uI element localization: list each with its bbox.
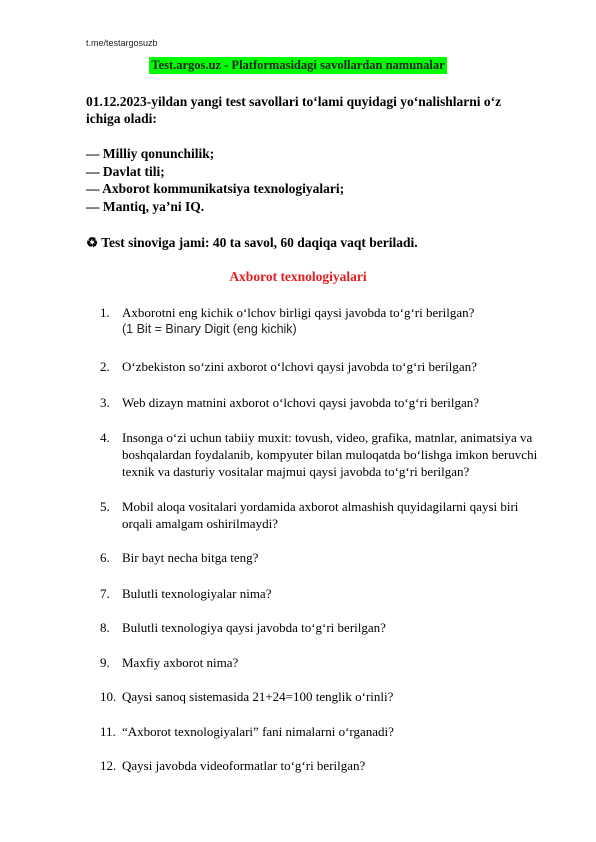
question-text: Qaysi javobda videoformatlar to‘g‘ri berilgan? (122, 758, 366, 773)
question-item (100, 688, 550, 705)
question-number: 9. (100, 655, 110, 670)
question-number: 4. (100, 430, 110, 445)
topic-item: — Axborot kommunikatsiya texnologiyalari; (86, 181, 345, 196)
topic-item: — Mantiq, ya’ni IQ. (86, 198, 205, 214)
test-info-note: ♻ Test sinoviga jami: 40 ta savol, 60 daqiqa vaqt beriladi. (86, 235, 418, 250)
question-text: Web dizayn matnini axborot o‘lchovi qaysi javobda to‘g‘ri berilgan? (122, 395, 480, 410)
question-text: Bulutli texnologiyalar nima? (122, 586, 272, 601)
question-number: 7. (100, 586, 110, 601)
header-link[interactable]: t.me/testargosuzb (86, 38, 158, 48)
question-item (100, 723, 550, 740)
question-item (100, 549, 550, 566)
question-number: 3. (100, 395, 110, 410)
question-item (100, 654, 550, 671)
question-number: 1. (100, 305, 110, 320)
topic-item: — Milliy qonunchilik; (86, 146, 215, 161)
question-number: 2. (100, 359, 110, 374)
question-number: 10. (100, 689, 117, 704)
question-text: O‘zbekiston so‘zini axborot o‘lchovi qaysi javobda to‘g‘ri berilgan? (122, 359, 477, 374)
question-number: 6. (100, 550, 110, 565)
topics-list (86, 145, 526, 215)
question-number: 12. (100, 758, 117, 773)
highlighted-banner: Test.argos.uz - Platformasidagi savollardan namunalar (151, 58, 445, 72)
question-number: 5. (100, 499, 110, 514)
question-text: Axborotni eng kichik o‘lchov birligi qaysi javobda to‘g‘ri berilgan? (122, 305, 475, 320)
question-text: Mobil aloqa vositalari yordamida axborot almashish quyidagilarni qaysi biri orqali amalgam oshirilmaydi? (122, 499, 519, 531)
question-item (100, 498, 550, 532)
question-text: Bir bayt necha bitga teng? (122, 550, 259, 565)
question-item (100, 304, 550, 338)
question-text: Qaysi sanoq sistemasida 21+24=100 tenglik o‘rinli? (122, 689, 394, 704)
question-number: 8. (100, 620, 110, 635)
intro-paragraph: 01.12.2023-yildan yangi test savollari to‘lami quyidagi yo‘nalishlarni o‘z ichiga oladi: (86, 94, 502, 126)
question-item (100, 358, 550, 375)
question-item (100, 394, 550, 411)
question-text: “Axborot texnologiyalari” fani nimalarni o‘rganadi? (122, 724, 394, 739)
question-text: Maxfiy axborot nima? (122, 655, 239, 670)
question-text: Insonga o‘zi uchun tabiiy muxit: tovush, video, grafika, matnlar, animatsiya va boshqalardan foydalanib, kompyuter bilan muloqatda bo‘lishga imkon beruvchi texnik va dasturiy vositalar majmui qaysi javobda to‘g‘ri berilgan? (122, 430, 538, 479)
question-item (100, 585, 550, 602)
question-item (100, 429, 550, 480)
question-item (100, 619, 550, 636)
topic-item: — Davlat tili; (86, 163, 165, 179)
section-title: Axborot texnologiyalari (229, 269, 367, 284)
question-text: Bulutli texnologiya qaysi javobda to‘g‘ri berilgan? (122, 620, 386, 635)
question-number: 11. (100, 724, 116, 739)
question-hint: (1 Bit = Binary Digit (eng kichik) (122, 322, 297, 336)
question-item (100, 757, 550, 774)
banner-container (0, 56, 596, 74)
